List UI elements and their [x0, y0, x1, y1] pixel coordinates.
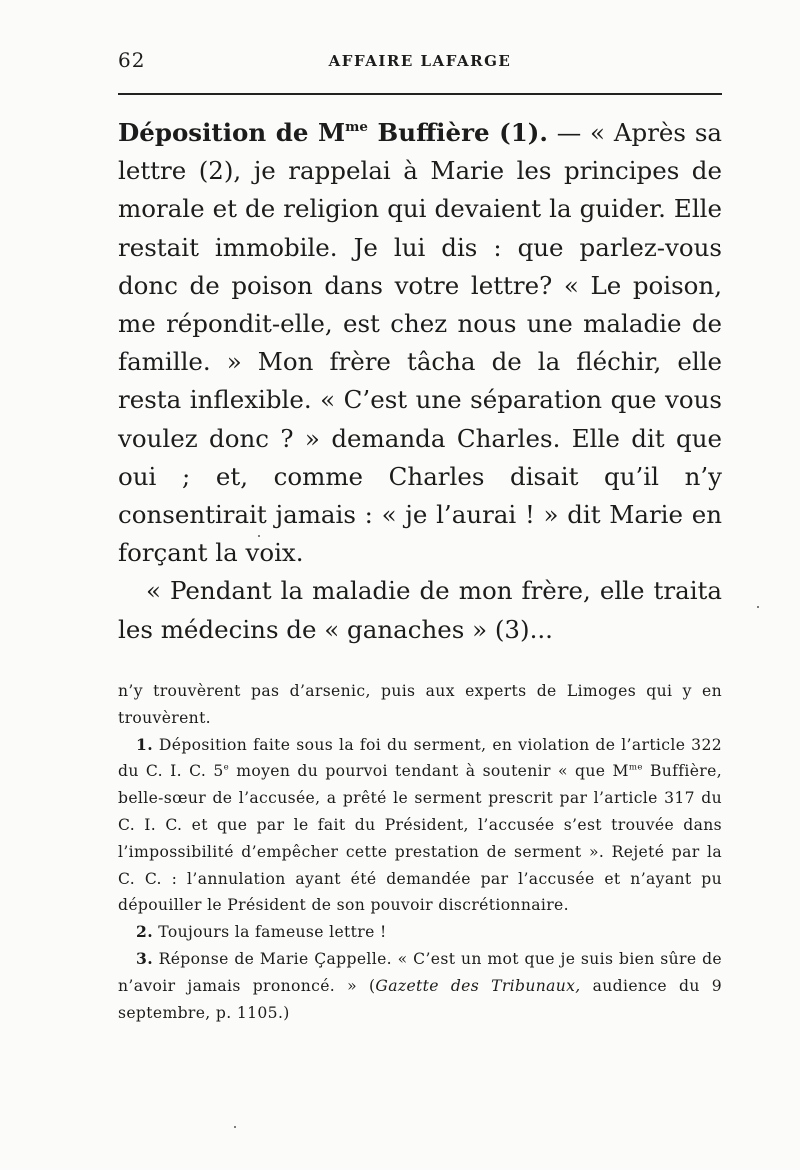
header-rule — [118, 93, 722, 95]
footnotes — [118, 678, 722, 1026]
paper-speck — [258, 535, 260, 537]
running-title: AFFAIRE LAFARGE — [328, 52, 512, 70]
page-header — [118, 46, 722, 76]
footnote-continuation: n’y trouvèrent pas d’arsenic, puis aux experts de Limoges qui y en trouvèrent. — [118, 682, 722, 727]
deposition-text: — « Après sa lettre (2), je rappelai à Marie les principes de morale et de religion qui devaient la guider. Elle restait immobile. Je lui dis : que parlez-vous donc de poison dans votre lettre? « Le poison, me répondit-elle, est chez nous une maladie de famille. » Mon frère tâcha de la fléchir, elle resta inflexible. « C’est une séparation que vous voulez donc ? » demanda Charles. Elle dit que oui ; et, comme Charles disait qu’il n’y consentirait jamais : « je l’aurai ! » dit Marie en forçant la voix. — [118, 118, 722, 568]
footnote-2: 2. Toujours la fameuse lettre ! — [136, 922, 387, 942]
footnote-3: 3. Réponse de Marie Çappelle. « C’est un mot que je suis bien sûre de n’avoir jamais prononcé. » (Gazette des Tribunaux, audience du 9 septembre, p. 1105.) — [118, 948, 722, 1022]
footnote-1: 1. Déposition faite sous la foi du serment, en violation de l’article 322 du C. I. C. 5e moyen du pourvoi tendant à soutenir « que $M^{me}$ Buffière, belle-sœur de l’accusée, a prêté le serment prescrit par l’article 317 du C. I. C. et que par le fait du Président, l’accusée s’est trouvée dans l’impossibilité d’empêcher cette prestation de serment ». Rejeté par la C. C. : l’annulation ayant été demandée par l’accusée et n’ayant pu dépouiller le Président de son pouvoir discrétionnaire. — [118, 734, 722, 915]
deposition-heading: Déposition de $M^{me}$ Buffière (1). — [118, 118, 548, 147]
paper-speck — [757, 606, 759, 608]
paragraph-deposition — [118, 114, 722, 572]
paragraph-continuation: « Pendant la maladie de mon frère, elle traita les médecins de « ganaches » (3)... — [118, 576, 722, 644]
paper-speck — [234, 1126, 236, 1128]
main-text — [118, 114, 722, 649]
page-number: 62 — [118, 48, 146, 72]
